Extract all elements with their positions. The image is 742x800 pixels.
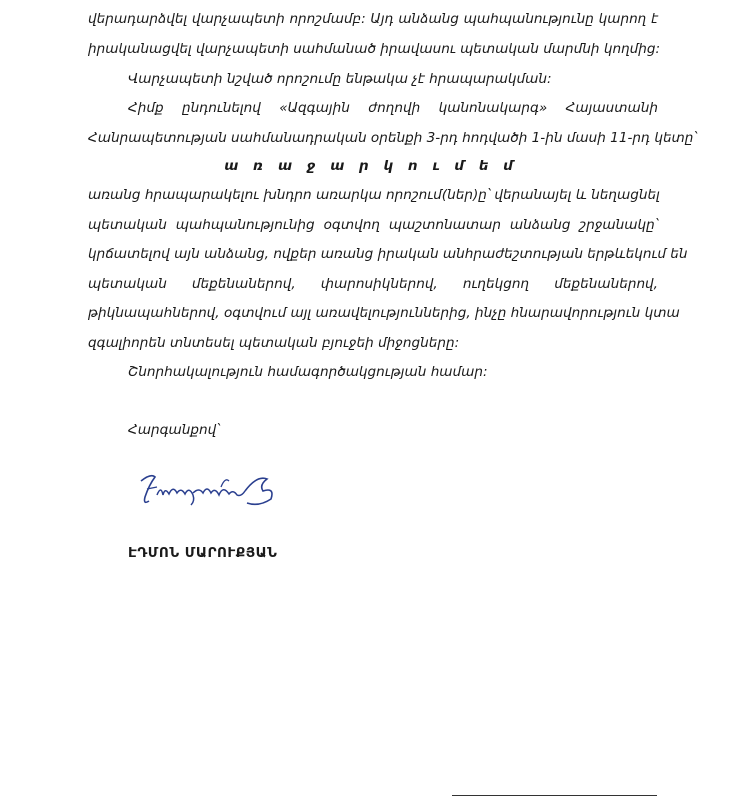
signature-image [135,467,295,517]
paragraph-line-10: թիկնապահներով, օգտվում այլ առավելություններից, ինչը հնարավորություն կտա [88,305,680,321]
paragraph-line-5: Հանրապետության սահմանադրական օրենքի 3-րդ հոդվածի 1-ին մասի 11-րդ կետը՝ [88,130,697,146]
paragraph-line-1: վերադարձվել վարչապետի որոշմամբ: Այդ անձանց պահպանությունը կարող է [88,11,658,27]
heading-propose: ա ռ ա ջ ա ր կ ո ւ մ ե մ [224,158,518,174]
paragraph-line-8: կրճատելով այն անձանց, ովքեր առանց իրական անհրաժեշտության երթևեկում են [88,246,688,262]
bottom-rule [452,795,657,796]
paragraph-line-7: պետական պահպանությունից օգտվող պաշտոնատար անձանց շրջանակը՝ [88,217,658,233]
paragraph-line-9: պետական մեքենաներով, փարոսիկներով, ուղեկցող մեքենաներով, [88,276,658,292]
closing-text: Հարգանքով՝ [128,422,220,438]
paragraph-line-4: Հիմք ընդունելով «Ազգային ժողովի կանոնակարգ» Հայաստանի [128,100,658,116]
thanks-line: Շնորհակալություն համագործակցության համար: [128,364,488,380]
paragraph-line-2: իրականացվել վարչապետի սահմանած իրավասու պետական մարմնի կողմից: [88,41,661,57]
paragraph-line-6: առանց հրապարակելու խնդրո առարկա որոշում(ներ)ը՝ վերանայել և նեղացնել [88,187,660,203]
paragraph-line-11: զգալիորեն տնտեսել պետական բյուջեի միջոցները: [88,335,460,351]
signer-name: ԷԴՄՈՆ ՄԱՐՈՒՔՅԱՆ [128,545,278,561]
paragraph-line-3: Վարչապետի նշված որոշումը ենթակա չէ հրապարակման: [128,71,552,87]
